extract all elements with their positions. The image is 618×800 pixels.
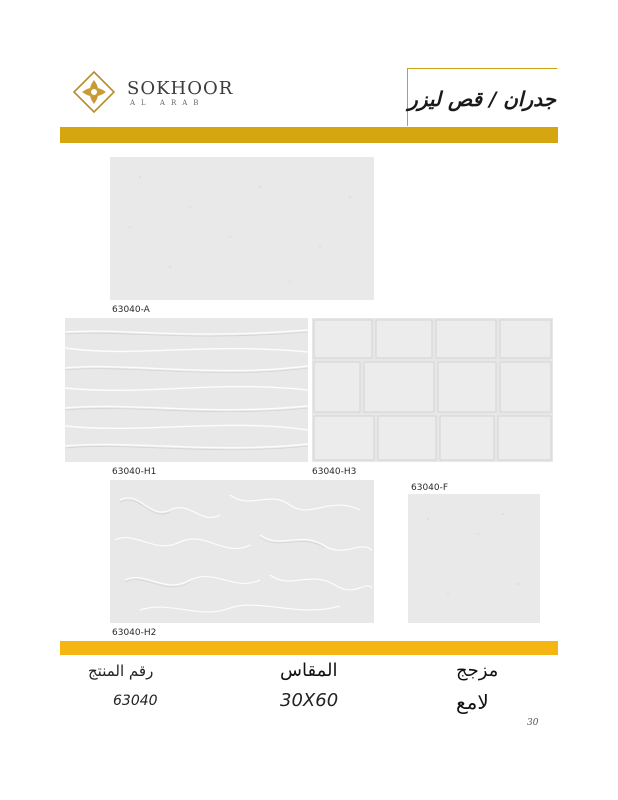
tile-image-63040-h3 (312, 318, 553, 462)
product-number-value: 63040 (113, 693, 158, 709)
brand-tagline: AL ARAB (130, 99, 205, 107)
tile-image-63040-a (110, 157, 374, 300)
page-number: 30 (527, 718, 539, 728)
footer-divider (60, 641, 558, 655)
product-number-label: رقم المنتج (88, 662, 154, 680)
tile-caption: 63040-H1 (112, 467, 157, 477)
tile-caption: 63040-F (411, 483, 449, 493)
tile-caption: 63040-H2 (112, 628, 157, 638)
tile-image-63040-f (408, 494, 540, 623)
brand-name: SOKHOOR (127, 78, 234, 99)
header-divider (60, 127, 558, 143)
page-title: جدران / قص ليزر (408, 87, 556, 111)
tile-image-63040-h2 (110, 480, 374, 623)
tile-caption: 63040-H3 (312, 467, 357, 477)
tile-image-63040-h1 (65, 318, 308, 462)
finish-label: مزجج (456, 660, 499, 681)
size-value: 30X60 (280, 690, 339, 711)
finish-value: لامع (456, 690, 489, 714)
tile-caption: 63040-A (112, 305, 150, 315)
brand-logo-icon (70, 68, 118, 116)
size-label: المقاس (280, 660, 338, 681)
